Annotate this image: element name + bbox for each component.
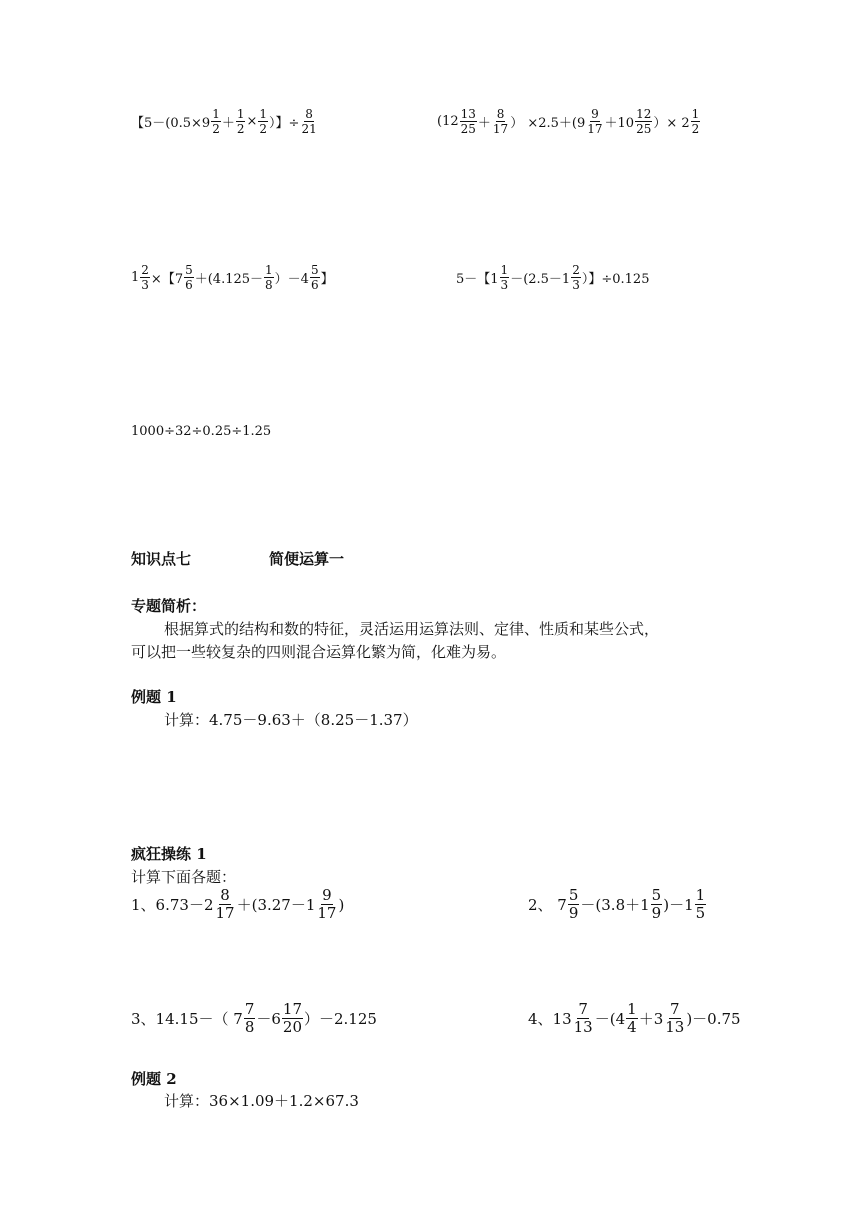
practice-q4: 4、13 $\frac{7}{13}$ －(4 $\frac{1}{4}$ ＋3 $\frac{7}{13}$ )－0.75 [528,1000,741,1036]
problem-3: 1 $\frac{2}{3}$ ×【7 $\frac{5}{6}$ ＋(4.125－ $\frac{1}{8}$ ）－4 $\frac{5}{6}$ 】 [131,263,334,292]
fraction: $\frac{7}{8}$ [244,1000,255,1036]
fraction: $\frac{1}{2}$ [691,107,700,136]
fraction: $\frac{12}{25}$ [636,107,652,136]
fraction: $\frac{2}{3}$ [141,263,149,292]
fraction: $\frac{1}{2}$ [259,107,268,136]
problem-2: (12 $\frac{13}{25}$ ＋ $\frac{8}{17}$ ） ×2.5＋(9 $\frac{9}{17}$ ＋10 $\frac{12}{25}$ ）× 2 $\frac{1}{2}$ [437,107,700,136]
fraction: $\frac{13}{25}$ [460,107,476,136]
fraction: $\frac{1}{8}$ [265,263,273,292]
practice-q3: 3、14.15－（ 7 $\frac{7}{8}$ －6 $\frac{17}{20}$ ）－2.125 [131,1000,377,1036]
section-subtitle: 简便运算一 [269,550,345,568]
example-2-heading: 例题 2 [131,1070,177,1088]
fraction: $\frac{8}{21}$ [301,107,317,136]
fraction: $\frac{1}{2}$ [236,107,245,136]
fraction: $\frac{5}{6}$ [185,263,193,292]
problem-1: 【5－(0.5×9 $\frac{1}{2}$ ＋ $\frac{1}{2}$ × $\frac{1}{2}$ ）】÷ $\frac{8}{21}$ [131,107,317,136]
fraction: $\frac{7}{13}$ [665,1000,685,1036]
example-1-text: 计算：4.75－9.63＋（8.25－1.37） [164,711,418,729]
analysis-line-2: 可以把一些较复杂的四则混合运算化繁为简，化难为易。 [131,643,507,661]
example-1-heading: 例题 1 [131,688,177,706]
practice-q2: 2、 7 $\frac{5}{9}$ －(3.8＋1 $\frac{5}{9}$ )－1 $\frac{1}{5}$ [528,886,706,922]
problem-4: 5－【1 $\frac{1}{3}$ －(2.5－1 $\frac{2}{3}$ ）】÷0.125 [456,263,650,292]
fraction: $\frac{17}{20}$ [282,1000,302,1036]
fraction: $\frac{1}{3}$ [500,263,509,292]
fraction: $\frac{8}{17}$ [492,107,509,136]
fraction: $\frac{8}{17}$ [215,886,235,922]
fraction: $\frac{9}{17}$ [317,886,337,922]
section-title: 知识点七 [131,550,192,568]
fraction: $\frac{5}{9}$ [651,886,662,922]
fraction: $\frac{1}{2}$ [212,107,220,136]
fraction: $\frac{2}{3}$ [572,263,580,292]
analysis-line-1: 根据算式的结构和数的特征，灵活运用运算法则、定律、性质和某些公式， [164,620,660,638]
fraction: $\frac{5}{9}$ [568,886,579,922]
example-2-text: 计算：36×1.09＋1.2×67.3 [164,1092,359,1110]
fraction: $\frac{1}{5}$ [695,886,706,922]
fraction: $\frac{5}{6}$ [310,263,319,292]
analysis-heading: 专题简析： [131,597,207,615]
problem-5: 1000÷32÷0.25÷1.25 [131,424,272,439]
practice-1-heading: 疯狂操练 1 [131,845,207,863]
fraction: $\frac{1}{4}$ [627,1000,637,1036]
practice-1-intro: 计算下面各题： [131,868,237,886]
fraction: $\frac{7}{13}$ [573,1000,593,1036]
fraction: $\frac{9}{17}$ [587,107,603,136]
practice-q1: 1、6.73－2 $\frac{8}{17}$ ＋(3.27－1 $\frac{9}{17}$ ) [131,886,345,922]
